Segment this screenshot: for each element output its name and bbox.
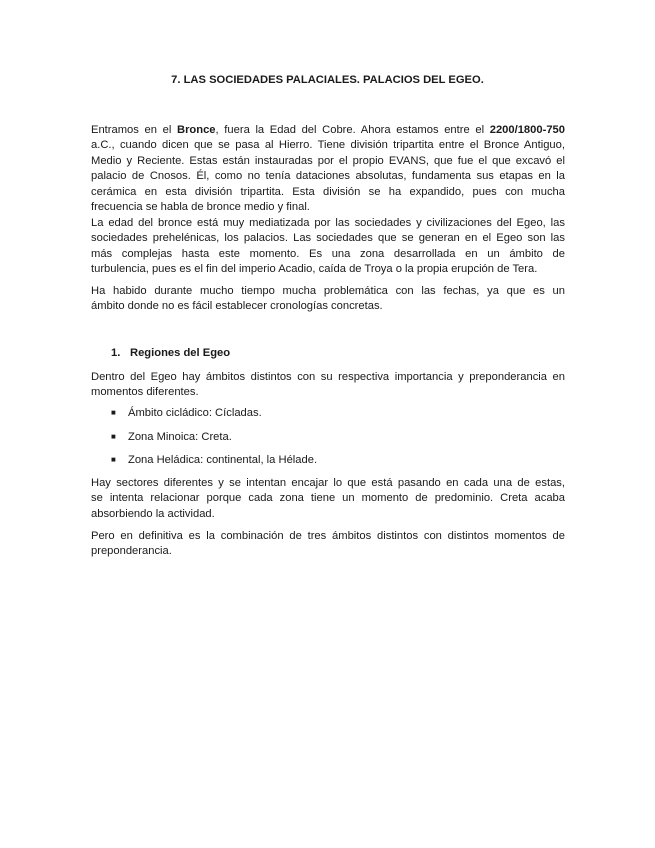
paragraph-line: turbulencia, pues es el fin del imperio Acadio, caída de Troya o la propia erupción de Tera.: [91, 263, 538, 276]
paragraph-line: Pero en definitiva es la combinación de tres ámbitos distintos con distintos momentos de: [91, 530, 565, 542]
paragraph-line: a.C., cuando dicen que se pasa al Hierro. Tiene división tripartita entre el Bronce Antiguo,: [91, 139, 565, 152]
paragraph-line: absorbiendo la actividad.: [91, 507, 215, 520]
paragraph-line: [91, 123, 565, 138]
list-item: [111, 407, 262, 419]
paragraph-line: Dentro del Egeo hay ámbitos distintos con su respectiva importancia y preponderancia en: [91, 371, 565, 383]
paragraph-conclusion: [91, 529, 565, 560]
paragraph-line: ámbito donde no es fácil establecer cronologías concretas.: [91, 300, 383, 313]
bullet-square-icon: ■: [111, 432, 116, 441]
paragraph-line: frecuencia se habla de bronce medio y final.: [91, 200, 310, 213]
list-item: [111, 454, 317, 466]
paragraph-aegean-societies: [91, 216, 565, 278]
paragraph-sectors: [91, 476, 565, 522]
paragraph-line: Hay sectores diferentes y se intentan encajar lo que está pasando en cada una de estas,: [91, 477, 565, 489]
paragraph-line: cerámica en esta división tripartita. Esta división se ha expandido, pues con mucha: [91, 185, 565, 198]
paragraph-line: sociedades prehelénicas, los palacios. Las sociedades que se generan en el Egeo son las: [91, 232, 565, 245]
section-number: 1.: [111, 347, 121, 359]
paragraph-line: La edad del bronce está muy mediatizada por las sociedades y civilizaciones del Egeo, las: [91, 217, 565, 229]
list-item-text: Zona Heládica: continental, la Hélade.: [128, 454, 318, 466]
paragraph-bronze-intro: [91, 123, 565, 215]
paragraph-line: palacio de Cnosos. Él, como no tenía dataciones absolutas, fundamenta sus etapas en la: [91, 170, 565, 183]
bullet-square-icon: ■: [111, 455, 116, 464]
paragraph-line: preponderancia.: [91, 545, 172, 558]
paragraph-dates-problem: [91, 284, 565, 315]
paragraph-line: se intenta relacionar porque cada zona tiene un momento de predominio. Creta acaba: [91, 492, 565, 505]
bold-term-dates: 2200/1800-750: [489, 124, 565, 136]
list-item: [111, 431, 232, 443]
list-item-text: Zona Minoica: Creta.: [128, 431, 232, 443]
paragraph-line: Medio y Reciente. Estas están instauradas por el propio EVANS, que fue el que excavó el: [91, 154, 565, 167]
section-title: Regiones del Egeo: [130, 347, 231, 359]
text-run: , fuera la Edad del Cobre. Ahora estamos entre el: [215, 124, 490, 136]
paragraph-line: más complejas hasta este momento. Es una zona desarrollada en un ámbito de: [91, 247, 565, 260]
list-item-text: Ámbito cicládico: Cícladas.: [128, 407, 262, 419]
paragraph-line: momentos diferentes.: [91, 386, 199, 399]
bold-term-bronce: Bronce: [176, 124, 216, 136]
text-run: Entramos en el: [91, 124, 177, 136]
bullet-square-icon: ■: [111, 408, 116, 417]
paragraph-line: Ha habido durante mucho tiempo mucha problemática con las fechas, ya que es un: [91, 285, 565, 297]
page-title: 7. LAS SOCIEDADES PALACIALES. PALACIOS DEL EGEO.: [171, 74, 484, 86]
paragraph-regions-intro: [91, 370, 565, 401]
section-heading: [111, 347, 230, 359]
